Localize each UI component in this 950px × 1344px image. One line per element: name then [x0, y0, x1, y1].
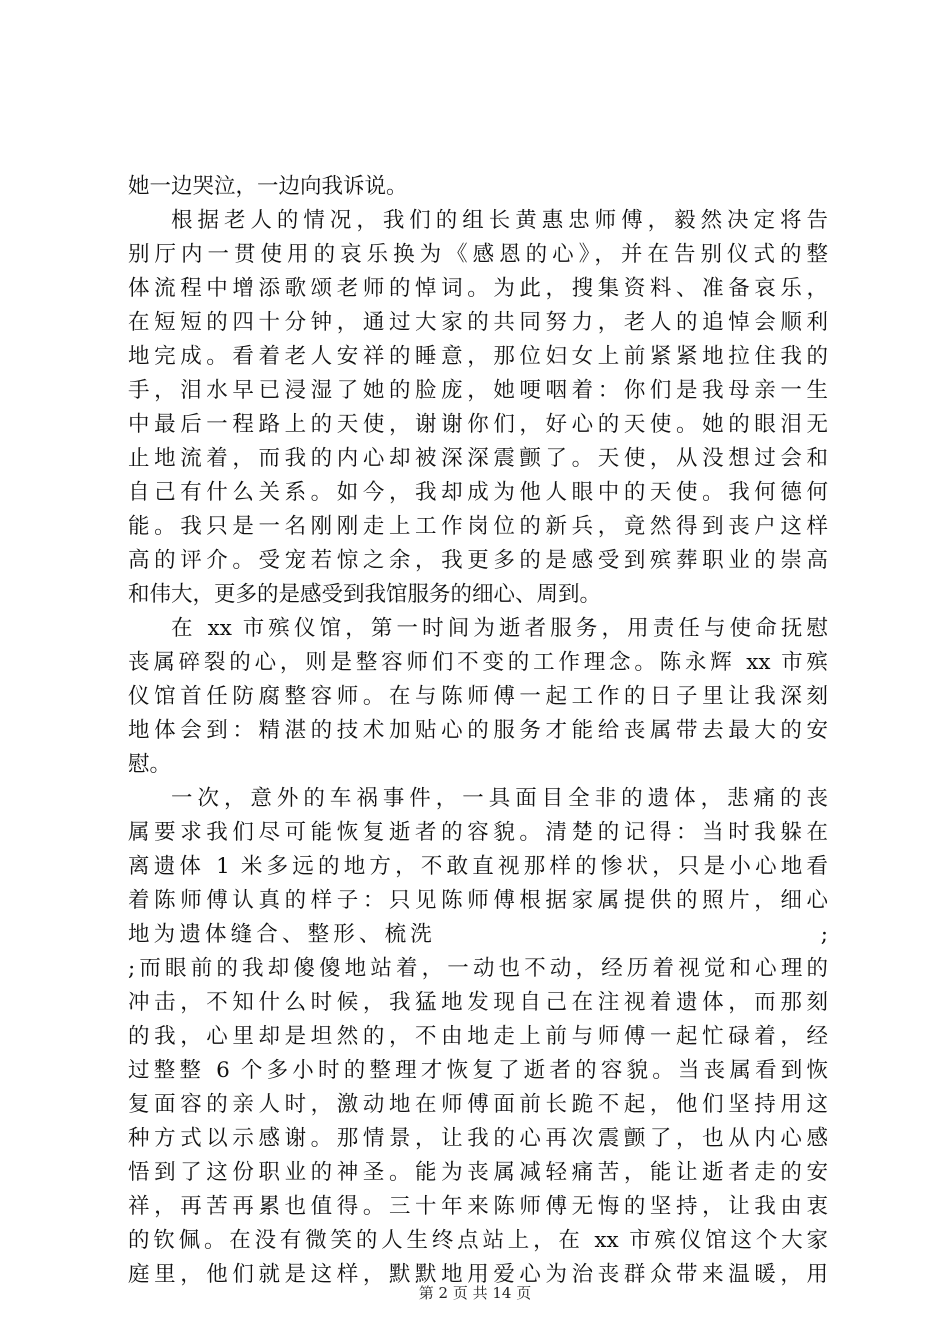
text-line: 她一边哭泣，一边向我诉说。 [128, 174, 408, 199]
text-line: 种方式以示感谢。那情景，让我的心再次震颤了，也从内心感 [128, 1126, 828, 1151]
text-line: 在 xx 市殡仪馆，第一时间为逝者服务，用责任与使命抚慰 [171, 616, 828, 641]
text-line: 丧属碎裂的心，则是整容师们不变的工作理念。陈永辉 xx 市殡 [128, 650, 828, 675]
text-line: 的钦佩。在没有微笑的人生终点站上，在 xx 市殡仪馆这个大家 [128, 1228, 828, 1253]
page-number-footer: 第 2 页 共 14 页 [418, 1284, 532, 1302]
text-line: 属要求我们尽可能恢复逝者的容貌。清楚的记得：当时我躲在 [128, 820, 828, 845]
text-line: 庭里，他们就是这样，默默地用爱心为治丧群众带来温暖，用 [128, 1262, 828, 1287]
text-line: 自己有什么关系。如今，我却成为他人眼中的天使。我何德何 [128, 480, 828, 505]
text-line: 中最后一程路上的天使，谢谢你们，好心的天使。她的眼泪无 [128, 412, 828, 437]
text-line: 过整整 6 个多小时的整理才恢复了逝者的容貌。当丧属看到恢 [128, 1058, 828, 1083]
text-line: 慰。 [128, 752, 172, 777]
text-line: 地完成。看着老人安祥的睡意，那位妇女上前紧紧地拉住我的 [128, 344, 828, 369]
text-line: 别厅内一贯使用的哀乐换为《感恩的心》，并在告别仪式的整 [128, 242, 828, 267]
text-line: 和伟大，更多的是感受到我馆服务的细心、周到。 [128, 582, 602, 607]
text-line: 地体会到：精湛的技术加贴心的服务才能给丧属带去最大的安 [128, 718, 828, 743]
text-line: 悟到了这份职业的神圣。能为丧属减轻痛苦，能让逝者走的安 [128, 1160, 828, 1185]
text-line: 冲击，不知什么时候，我猛地发现自己在注视着遗体，而那刻 [128, 990, 828, 1015]
text-line: 的我，心里却是坦然的，不由地走上前与师傅一起忙碌着，经 [128, 1024, 828, 1049]
text-line: 复面容的亲人时，激动地在师傅面前长跪不起，他们坚持用这 [128, 1092, 828, 1117]
document-body [128, 170, 828, 1292]
text-line: 手，泪水早已浸湿了她的脸庞，她哽咽着：你们是我母亲一生 [128, 378, 828, 403]
text-line: ;而眼前的我却傻傻地站着，一动也不动，经历着视觉和心理的 [128, 956, 828, 981]
text-line: 离遗体 1 米多远的地方，不敢直视那样的惨状，只是小心地看 [128, 854, 828, 879]
text-line: 祥，再苦再累也值得。三十年来陈师傅无悔的坚持，让我由衷 [128, 1194, 828, 1219]
text-line: 着陈师傅认真的样子：只见陈师傅根据家属提供的照片，细心 [128, 888, 828, 913]
text-line: 体流程中增添歌颂老师的悼词。为此，搜集资料、准备哀乐， [128, 276, 828, 301]
text-line: 高的评介。受宠若惊之余，我更多的是感受到殡葬职业的崇高 [128, 548, 828, 573]
text-line: 地为遗体缝合、整形、梳洗 ; [128, 922, 828, 947]
text-line: 在短短的四十分钟，通过大家的共同努力，老人的追悼会顺利 [128, 310, 828, 335]
text-line: 仪馆首任防腐整容师。在与陈师傅一起工作的日子里让我深刻 [128, 684, 828, 709]
text-line: 能。我只是一名刚刚走上工作岗位的新兵，竟然得到丧户这样 [128, 514, 828, 539]
text-line: 根据老人的情况，我们的组长黄惠忠师傅，毅然决定将告 [171, 208, 828, 233]
text-line: 止地流着，而我的内心却被深深震颤了。天使，从没想过会和 [128, 446, 828, 471]
text-line: 一次，意外的车祸事件，一具面目全非的遗体，悲痛的丧 [171, 786, 828, 811]
